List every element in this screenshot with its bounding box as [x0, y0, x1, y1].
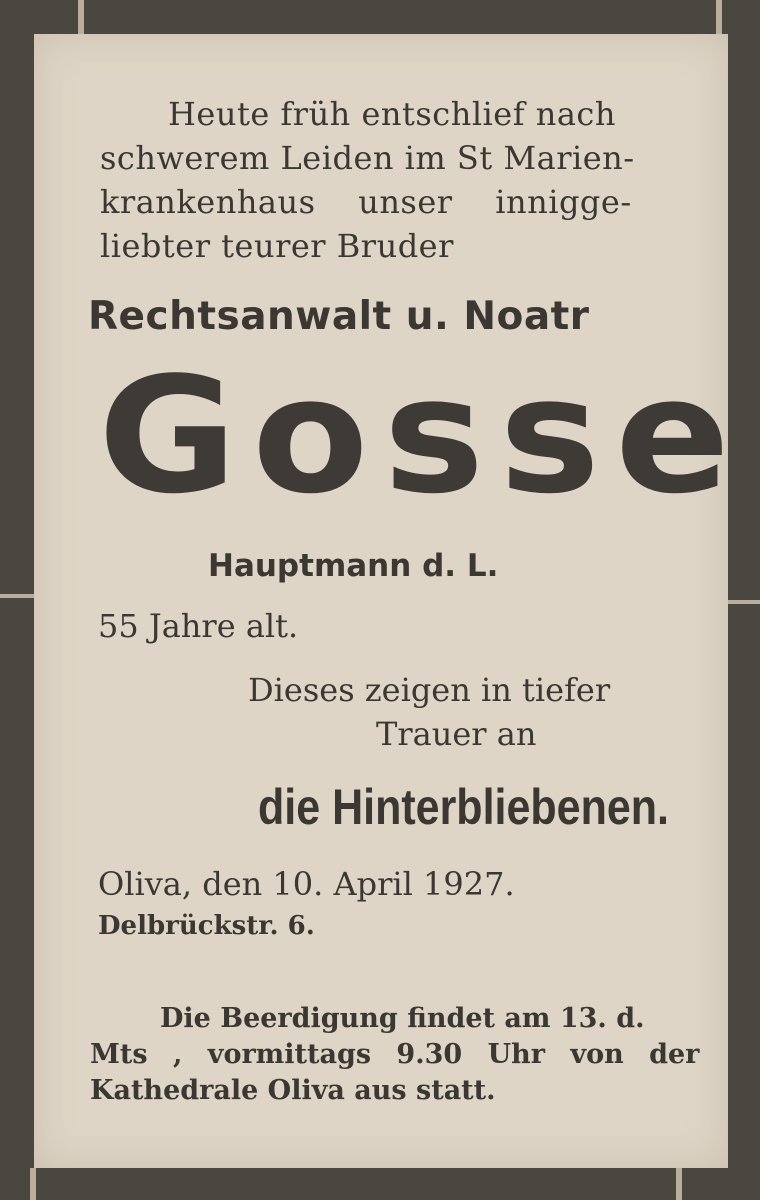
- intro-line-2: schwerem Leiden im St Marien-: [100, 139, 635, 177]
- deceased-name: Gosse: [98, 342, 745, 529]
- funeral-line-2: Mts , vormittags 9.30 Uhr von der: [90, 1039, 700, 1070]
- frame-bottom-band: [0, 1168, 760, 1200]
- mourning-line-1: Dieses zeigen in tiefer: [248, 671, 611, 709]
- deceased-rank: Hauptmann d. L.: [208, 548, 499, 584]
- frame-seam: [0, 594, 34, 598]
- frame-seam: [716, 0, 722, 34]
- frame-seam: [728, 600, 760, 604]
- signatories: die Hinterbliebenen.: [258, 779, 669, 835]
- intro-line-4: liebter teurer Bruder: [100, 227, 454, 265]
- place-date: Oliva, den 10. April 1927.: [98, 865, 515, 903]
- intro-line-3: krankenhaus unser innigge-: [100, 183, 632, 221]
- funeral-line-3: Kathedrale Oliva aus statt.: [90, 1075, 496, 1106]
- intro-line-1: Heute früh entschlief nach: [168, 95, 616, 133]
- address: Delbrückstr. 6.: [98, 911, 315, 941]
- funeral-line-1: Die Beerdigung findet am 13. d.: [160, 1003, 645, 1034]
- frame-seam: [78, 0, 84, 34]
- frame-left-band: [0, 0, 34, 1200]
- frame-seam: [30, 1168, 36, 1200]
- frame-top-band: [0, 0, 760, 34]
- frame-seam: [676, 1168, 682, 1200]
- mourning-line-2: Trauer an: [376, 715, 537, 753]
- deceased-title: Rechtsanwalt u. Noatr: [88, 294, 590, 339]
- deceased-age: 55 Jahre alt.: [98, 607, 299, 645]
